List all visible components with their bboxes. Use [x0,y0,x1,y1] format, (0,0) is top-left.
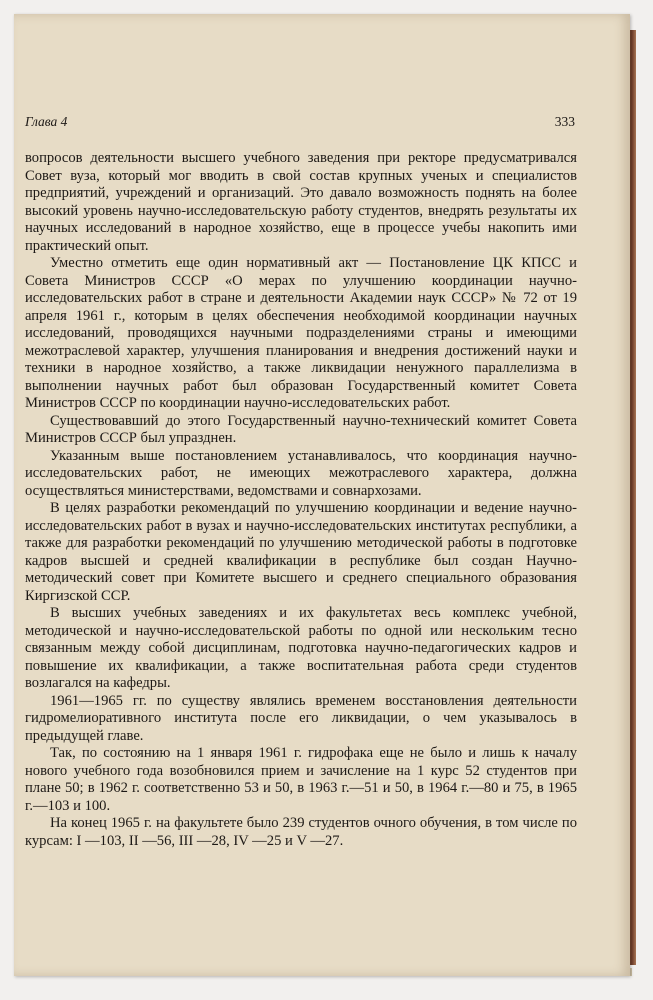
paragraph: В целях разработки рекомендаций по улучшению координации и ведение научно-исследовательских работ в вузах и научно-исследовательских институтах республики, а также для разработки рекомендаций по улучшению методической работы в подготовке кадров высшей и средней квалификации в республике был создан Научно-методический совет при Комитете высшего и среднего специального образования Киргизской ССР. [25,500,577,604]
paragraph: Так, по состоянию на 1 января 1961 г. гидрофака еще не было и лишь к началу нового учебного года возобновился прием и зачисление на 1 курс 52 студентов при плане 50; в 1962 г. соответственно 53 и 50, в 1963 г.—51 и 50, в 1964 г.—80 и 75, в 1965 г.—103 и 100. [25,745,577,814]
page-body-text [25,150,577,850]
paragraph: Уместно отметить еще один нормативный акт — Постановление ЦК КПСС и Совета Министров СССР «О мерах по улучшению координации научно-исследовательских работ в стране и деятельности Академии наук СССР» № 72 от 19 апреля 1961 г., которым в целях обеспечения необходимой координации научных исследований, проводящихся научными подразделениями страны и имеющими межотраслевой характер, улучшения планирования и внедрения достижений науки и техники в народное хозяйство, а также ликвидации ненужного параллелизма в выполнении научных работ был образован Государственный комитет Совета Министров СССР по координации научно-исследовательских работ. [25,255,577,411]
paragraph: 1961—1965 гг. по существу являлись временем восстановления деятельности гидромелиоративного института после его ликвидации, о чем указывалось в предыдущей главе. [25,692,577,744]
page-number: 333 [554,114,575,129]
running-header [25,114,575,134]
chapter-title: Глава 4 [25,114,68,129]
paragraph: На конец 1965 г. на факультете было 239 студентов очного обучения, в том числе по курсам: I —103, II —56, III —28, IV —25 и V —27. [25,815,577,849]
paragraph: вопросов деятельности высшего учебного заведения при ректоре предусматривался Совет вуза, который мог вводить в свой состав крупных ученых и специалистов предприятий, учреждений и организаций. Это давало возможность поднять на более высокий уровень научно-исследовательскую работу студентов, внедрять результаты их научных исследований в народное хозяйство, еще в процессе учебы накопить ими практический опыт. [25,150,577,254]
paragraph: Существовавший до этого Государственный научно-технический комитет Совета Министров СССР был упразднен. [25,412,577,446]
paragraph: Указанным выше постановлением устанавливалось, что координация научно-исследовательских работ, не имеющих межотраслевого характера, должна осуществляться министерствами, ведомствами и совнархозами. [25,447,577,499]
paragraph: В высших учебных заведениях и их факультетах весь комплекс учебной, методической и научно-исследовательской работы по одной или нескольким тесно связанным между собой дисциплинам, подготовка научно-педагогических кадров и повышение их квалификации, а также воспитательная работа среди студентов возлагался на кафедры. [25,605,577,691]
